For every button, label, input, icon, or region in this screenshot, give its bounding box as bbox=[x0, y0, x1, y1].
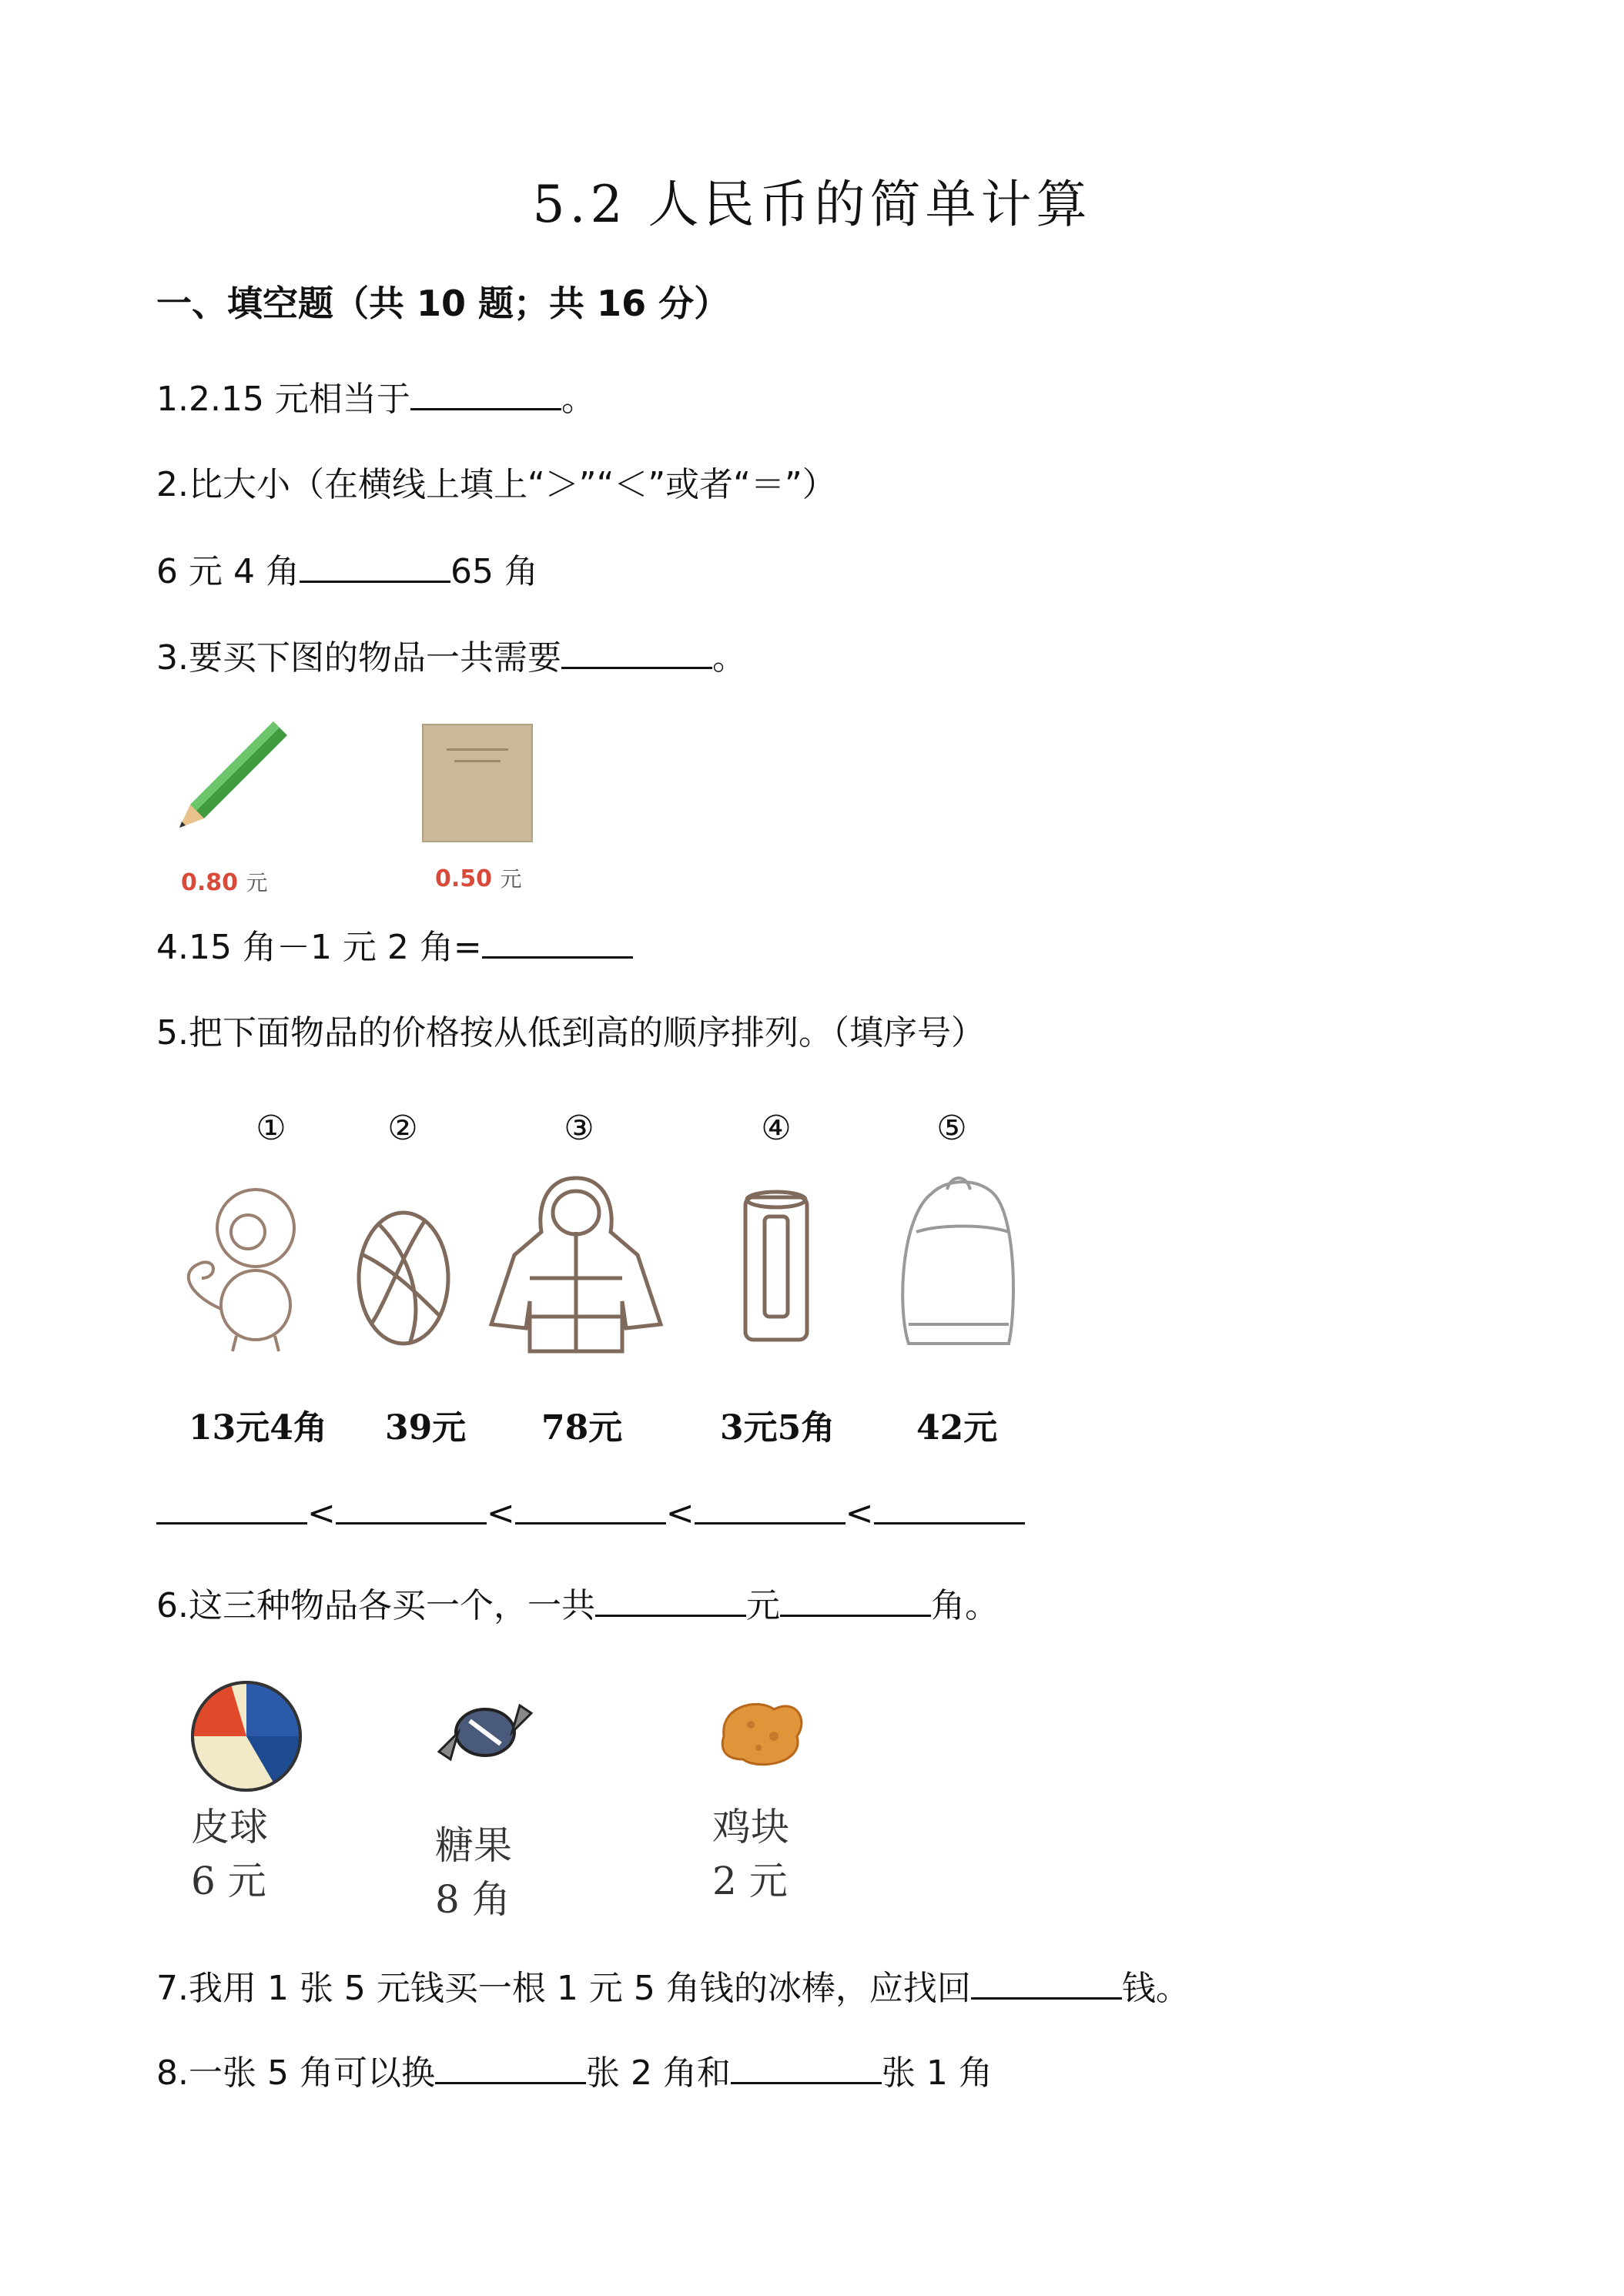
answer-blank[interactable] bbox=[695, 1490, 845, 1525]
answer-blank[interactable] bbox=[410, 376, 561, 410]
section-heading: 一、填空题（共 10 题；共 16 分） bbox=[156, 283, 730, 324]
item-number: ① bbox=[256, 1109, 286, 1148]
item-price: 0.50 元 bbox=[435, 865, 522, 892]
item-number: ④ bbox=[761, 1109, 792, 1148]
answer-blank[interactable] bbox=[482, 924, 633, 959]
answer-blank[interactable] bbox=[435, 2050, 586, 2084]
question-2-stem: 2.比大小（在横线上填上“＞”“＜”或者“＝”） bbox=[156, 465, 836, 504]
question-8: 8.一张 5 角可以换 张 2 角和 张 1 角 bbox=[156, 2050, 993, 2097]
page-title: 5.2 人民币的简单计算 bbox=[532, 175, 1092, 234]
item-number: ② bbox=[387, 1109, 418, 1148]
answer-blank[interactable] bbox=[156, 1490, 307, 1525]
question-5-stem: 5.把下面物品的价格按从低到高的顺序排列。（填序号） bbox=[156, 1013, 985, 1053]
answer-blank[interactable] bbox=[561, 634, 712, 669]
item-price: 39元 bbox=[385, 1408, 467, 1448]
item-price: 42元 bbox=[916, 1408, 998, 1448]
question-6: 6.这三种物品各买一个，一共 元 角。 bbox=[156, 1582, 999, 1629]
answer-blank[interactable] bbox=[300, 548, 450, 583]
chicken-nugget-icon bbox=[712, 1690, 812, 1775]
answer-blank[interactable] bbox=[874, 1490, 1025, 1525]
backpack-icon bbox=[886, 1170, 1024, 1355]
answer-blank[interactable] bbox=[731, 2050, 882, 2084]
answer-blank[interactable] bbox=[336, 1490, 487, 1525]
answer-blank[interactable] bbox=[780, 1582, 931, 1617]
question-3: 3.要买下图的物品一共需要 。 bbox=[156, 634, 746, 681]
item-label: 糖果 8 角 bbox=[435, 1823, 512, 1922]
question-2-compare: 6 元 4 角 65 角 bbox=[156, 548, 538, 595]
drink-can-icon bbox=[738, 1186, 815, 1347]
item-number: ③ bbox=[564, 1109, 594, 1148]
item-price: 13元4角 bbox=[189, 1408, 327, 1448]
beach-ball-icon bbox=[189, 1678, 304, 1794]
notebook-icon bbox=[422, 724, 533, 842]
item-number: ⑤ bbox=[936, 1109, 967, 1148]
jacket-icon bbox=[484, 1170, 668, 1355]
ordering-blanks: < < < < bbox=[156, 1490, 1025, 1537]
answer-blank[interactable] bbox=[595, 1582, 746, 1617]
monkey-toy-icon bbox=[171, 1178, 317, 1355]
question-1: 1.2.15 元相当于 。 bbox=[156, 376, 595, 423]
ball-icon bbox=[356, 1209, 452, 1347]
answer-blank[interactable] bbox=[515, 1490, 666, 1525]
question-4: 4.15 角－1 元 2 角= bbox=[156, 924, 633, 971]
answer-blank[interactable] bbox=[971, 1965, 1122, 2000]
question-7: 7.我用 1 张 5 元钱买一根 1 元 5 角钱的冰棒，应找回 钱。 bbox=[156, 1965, 1190, 2012]
item-label: 皮球 6 元 bbox=[191, 1805, 268, 1903]
pencil-icon bbox=[158, 712, 289, 843]
candy-icon bbox=[435, 1686, 535, 1779]
item-price: 0.80 元 bbox=[181, 869, 268, 896]
item-price: 78元 bbox=[541, 1408, 623, 1448]
item-label: 鸡块 2 元 bbox=[712, 1805, 789, 1903]
item-price: 3元5角 bbox=[720, 1408, 835, 1448]
